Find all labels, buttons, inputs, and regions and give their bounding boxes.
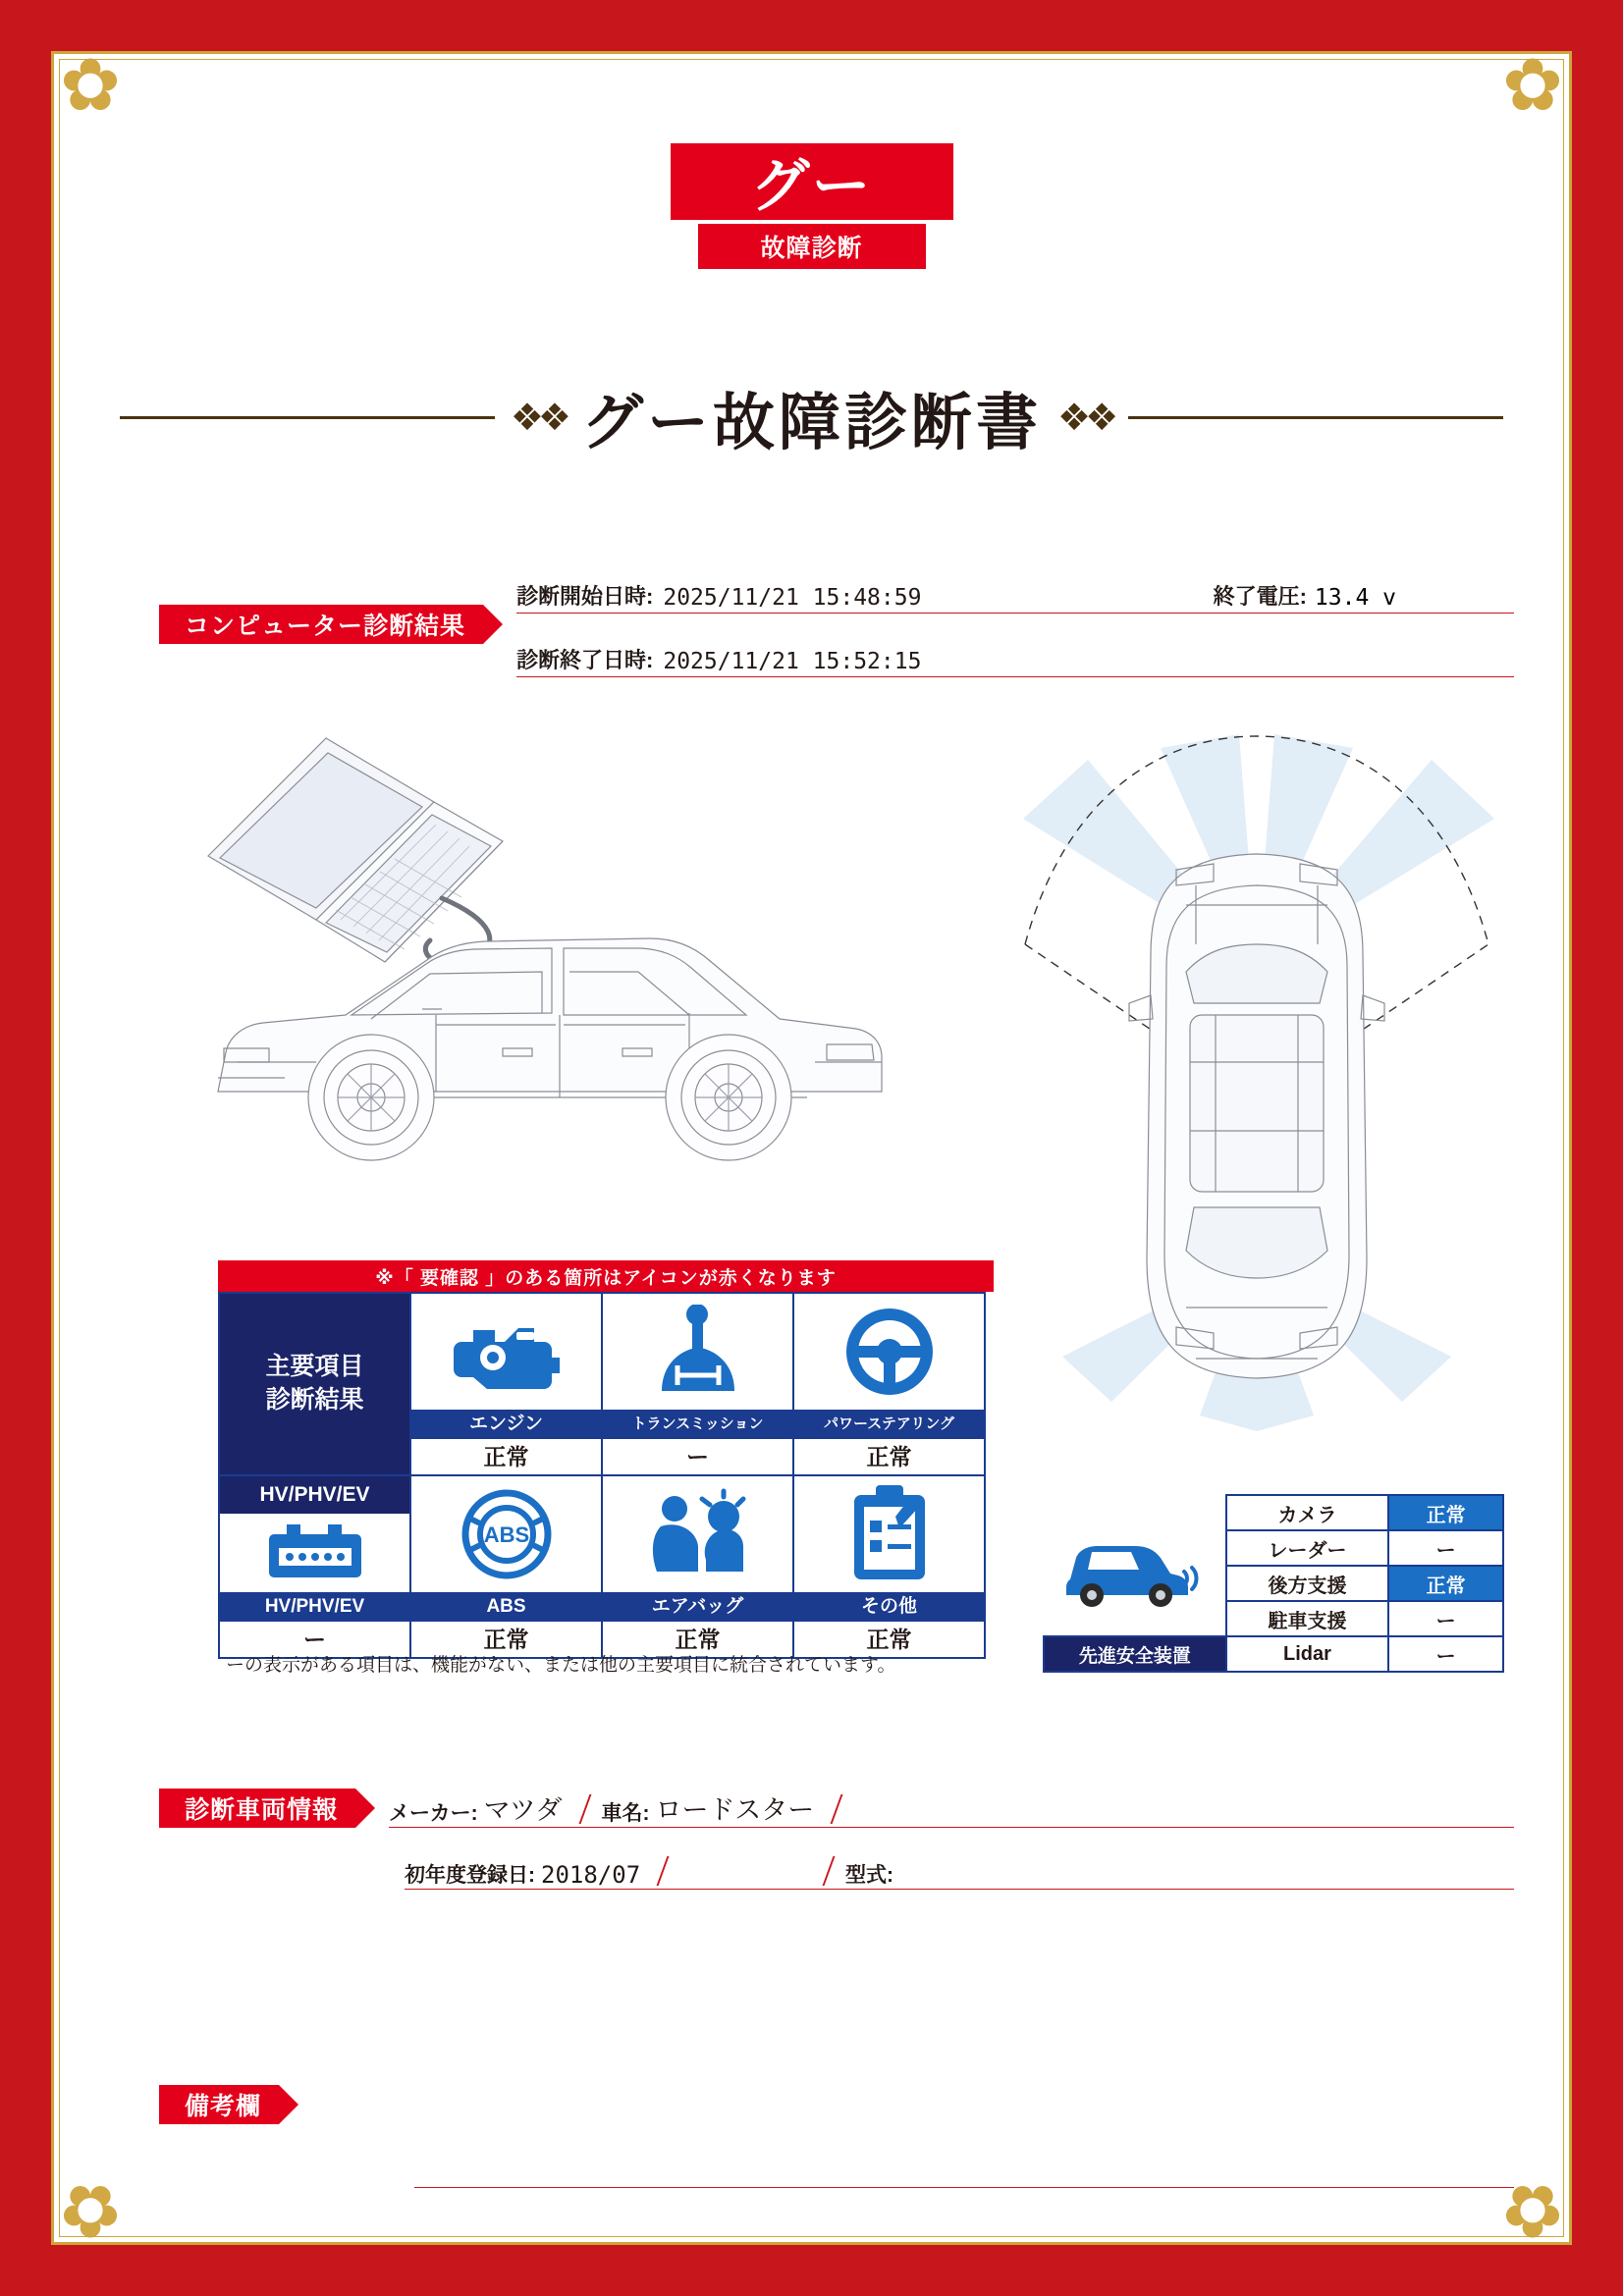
engine-icon	[411, 1294, 601, 1410]
adas-row-label: 後方支援	[1226, 1566, 1389, 1601]
adas-row-label: カメラ	[1226, 1495, 1389, 1530]
steering-wheel-icon	[794, 1294, 984, 1410]
page-title-text: グー故障診断書	[581, 386, 1042, 458]
model-label: 車名:	[601, 1802, 650, 1825]
battery-icon	[220, 1514, 409, 1592]
icon-color-note: ※「 要確認 」のある箇所はアイコンが赤くなります	[218, 1260, 994, 1292]
section-label-diagnosis: コンピューター診断結果	[159, 605, 483, 644]
car-icon	[1044, 1495, 1226, 1636]
brand-logo-text: グー	[671, 143, 953, 220]
item-other-label: その他	[794, 1592, 984, 1622]
table-row	[1044, 1495, 1503, 1530]
corner-ornament-icon: ✿	[1502, 43, 1564, 128]
model-value: ロードスター	[655, 1795, 815, 1825]
item-other	[792, 1474, 986, 1659]
adas-row-label: レーダー	[1226, 1530, 1389, 1566]
first-registration-value: 2018/07	[541, 1861, 641, 1889]
main-items-grid	[218, 1292, 994, 1657]
item-power-steering-status: 正常	[866, 1444, 912, 1469]
item-airbag-label: エアバッグ	[603, 1592, 792, 1622]
diagnosis-end-row	[516, 635, 1514, 677]
svg-text:ABS: ABS	[483, 1522, 529, 1547]
item-hv-phv-ev-label: HV/PHV/EV	[220, 1592, 409, 1622]
diagnosis-start-value: 2025/11/21 15:48:59	[663, 585, 922, 611]
remarks-line	[414, 2154, 1514, 2188]
section-label-remarks: 備考欄	[159, 2085, 279, 2124]
field-divider	[831, 1794, 843, 1824]
brand-logo	[671, 143, 953, 269]
item-abs	[409, 1474, 603, 1659]
item-power-steering-label: パワーステアリング	[794, 1410, 984, 1439]
item-power-steering	[792, 1292, 986, 1476]
item-airbag-status: 正常	[675, 1627, 721, 1652]
adas-row-label: Lidar	[1226, 1636, 1389, 1672]
adas-row-value: 正常	[1388, 1566, 1503, 1601]
adas-row-value: ー	[1388, 1636, 1503, 1672]
corner-ornament-icon: ✿	[59, 43, 121, 128]
page-title	[120, 373, 1503, 461]
hv-header: HV/PHV/EV	[220, 1476, 409, 1514]
item-hv-phv-ev-status: ー	[303, 1627, 326, 1652]
field-divider	[823, 1856, 836, 1886]
diagnosis-end-value: 2025/11/21 15:52:15	[663, 649, 922, 674]
field-divider	[578, 1794, 591, 1824]
item-transmission-status: ー	[686, 1444, 709, 1469]
item-airbag	[601, 1474, 794, 1659]
section-label-vehicle: 診断車両情報	[159, 1789, 355, 1828]
diagnosis-start-label: 診断開始日時:	[516, 584, 654, 609]
clipboard-icon	[794, 1476, 984, 1592]
abs-icon	[411, 1476, 601, 1592]
main-items-title	[218, 1292, 411, 1476]
adas-row-value: ー	[1388, 1530, 1503, 1566]
airbag-icon	[603, 1476, 792, 1592]
voltage-label: 終了電圧:	[1213, 584, 1307, 609]
main-items-footnote: ーの表示がある項目は、機能がない、または他の主要項目に統合されています。	[226, 1655, 896, 1676]
item-abs-status: 正常	[483, 1627, 529, 1652]
adas-row-value: 正常	[1388, 1495, 1503, 1530]
corner-ornament-icon: ✿	[1502, 2168, 1564, 2253]
item-abs-label: ABS	[411, 1592, 601, 1622]
first-registration-label: 初年度登録日:	[405, 1864, 535, 1887]
maker-label: メーカー:	[389, 1802, 478, 1825]
title-rule-left	[120, 416, 495, 419]
item-engine	[409, 1292, 603, 1476]
title-rule-right	[1128, 416, 1503, 419]
main-items-title-line1: 主要項目	[265, 1353, 364, 1381]
title-ornament-icon: ❖❖	[510, 397, 566, 439]
corner-ornament-icon: ✿	[59, 2168, 121, 2253]
adas-row-value: ー	[1388, 1601, 1503, 1636]
main-items-title-line2: 診断結果	[265, 1386, 364, 1414]
transmission-icon	[603, 1294, 792, 1410]
adas-table	[1043, 1494, 1504, 1673]
title-ornament-icon: ❖❖	[1057, 397, 1113, 439]
sensor-coverage-illustration	[1003, 709, 1514, 1494]
item-engine-label: エンジン	[411, 1410, 601, 1439]
remarks-section	[159, 2085, 1514, 2188]
field-divider	[657, 1856, 670, 1886]
item-engine-status: 正常	[483, 1444, 529, 1469]
maker-value: マツダ	[483, 1795, 563, 1825]
table-row	[1044, 1636, 1503, 1672]
item-transmission	[601, 1292, 794, 1476]
diagnosis-start-row	[516, 571, 1514, 614]
diagnosis-end-label: 診断終了日時:	[516, 648, 654, 672]
item-other-status: 正常	[866, 1627, 912, 1652]
diagnosis-header	[159, 571, 1514, 677]
item-transmission-label: トランスミッション	[603, 1410, 792, 1439]
adas-row-label: 駐車支援	[1226, 1601, 1389, 1636]
type-label: 型式:	[845, 1864, 893, 1887]
laptop-car-illustration	[179, 709, 945, 1219]
item-hv-phv-ev	[218, 1474, 411, 1659]
brand-logo-sub: 故障診断	[698, 224, 926, 269]
adas-device-label: 先進安全装置	[1044, 1636, 1226, 1672]
vehicle-info	[159, 1789, 1514, 1890]
voltage-value: 13.4 v	[1314, 585, 1396, 611]
